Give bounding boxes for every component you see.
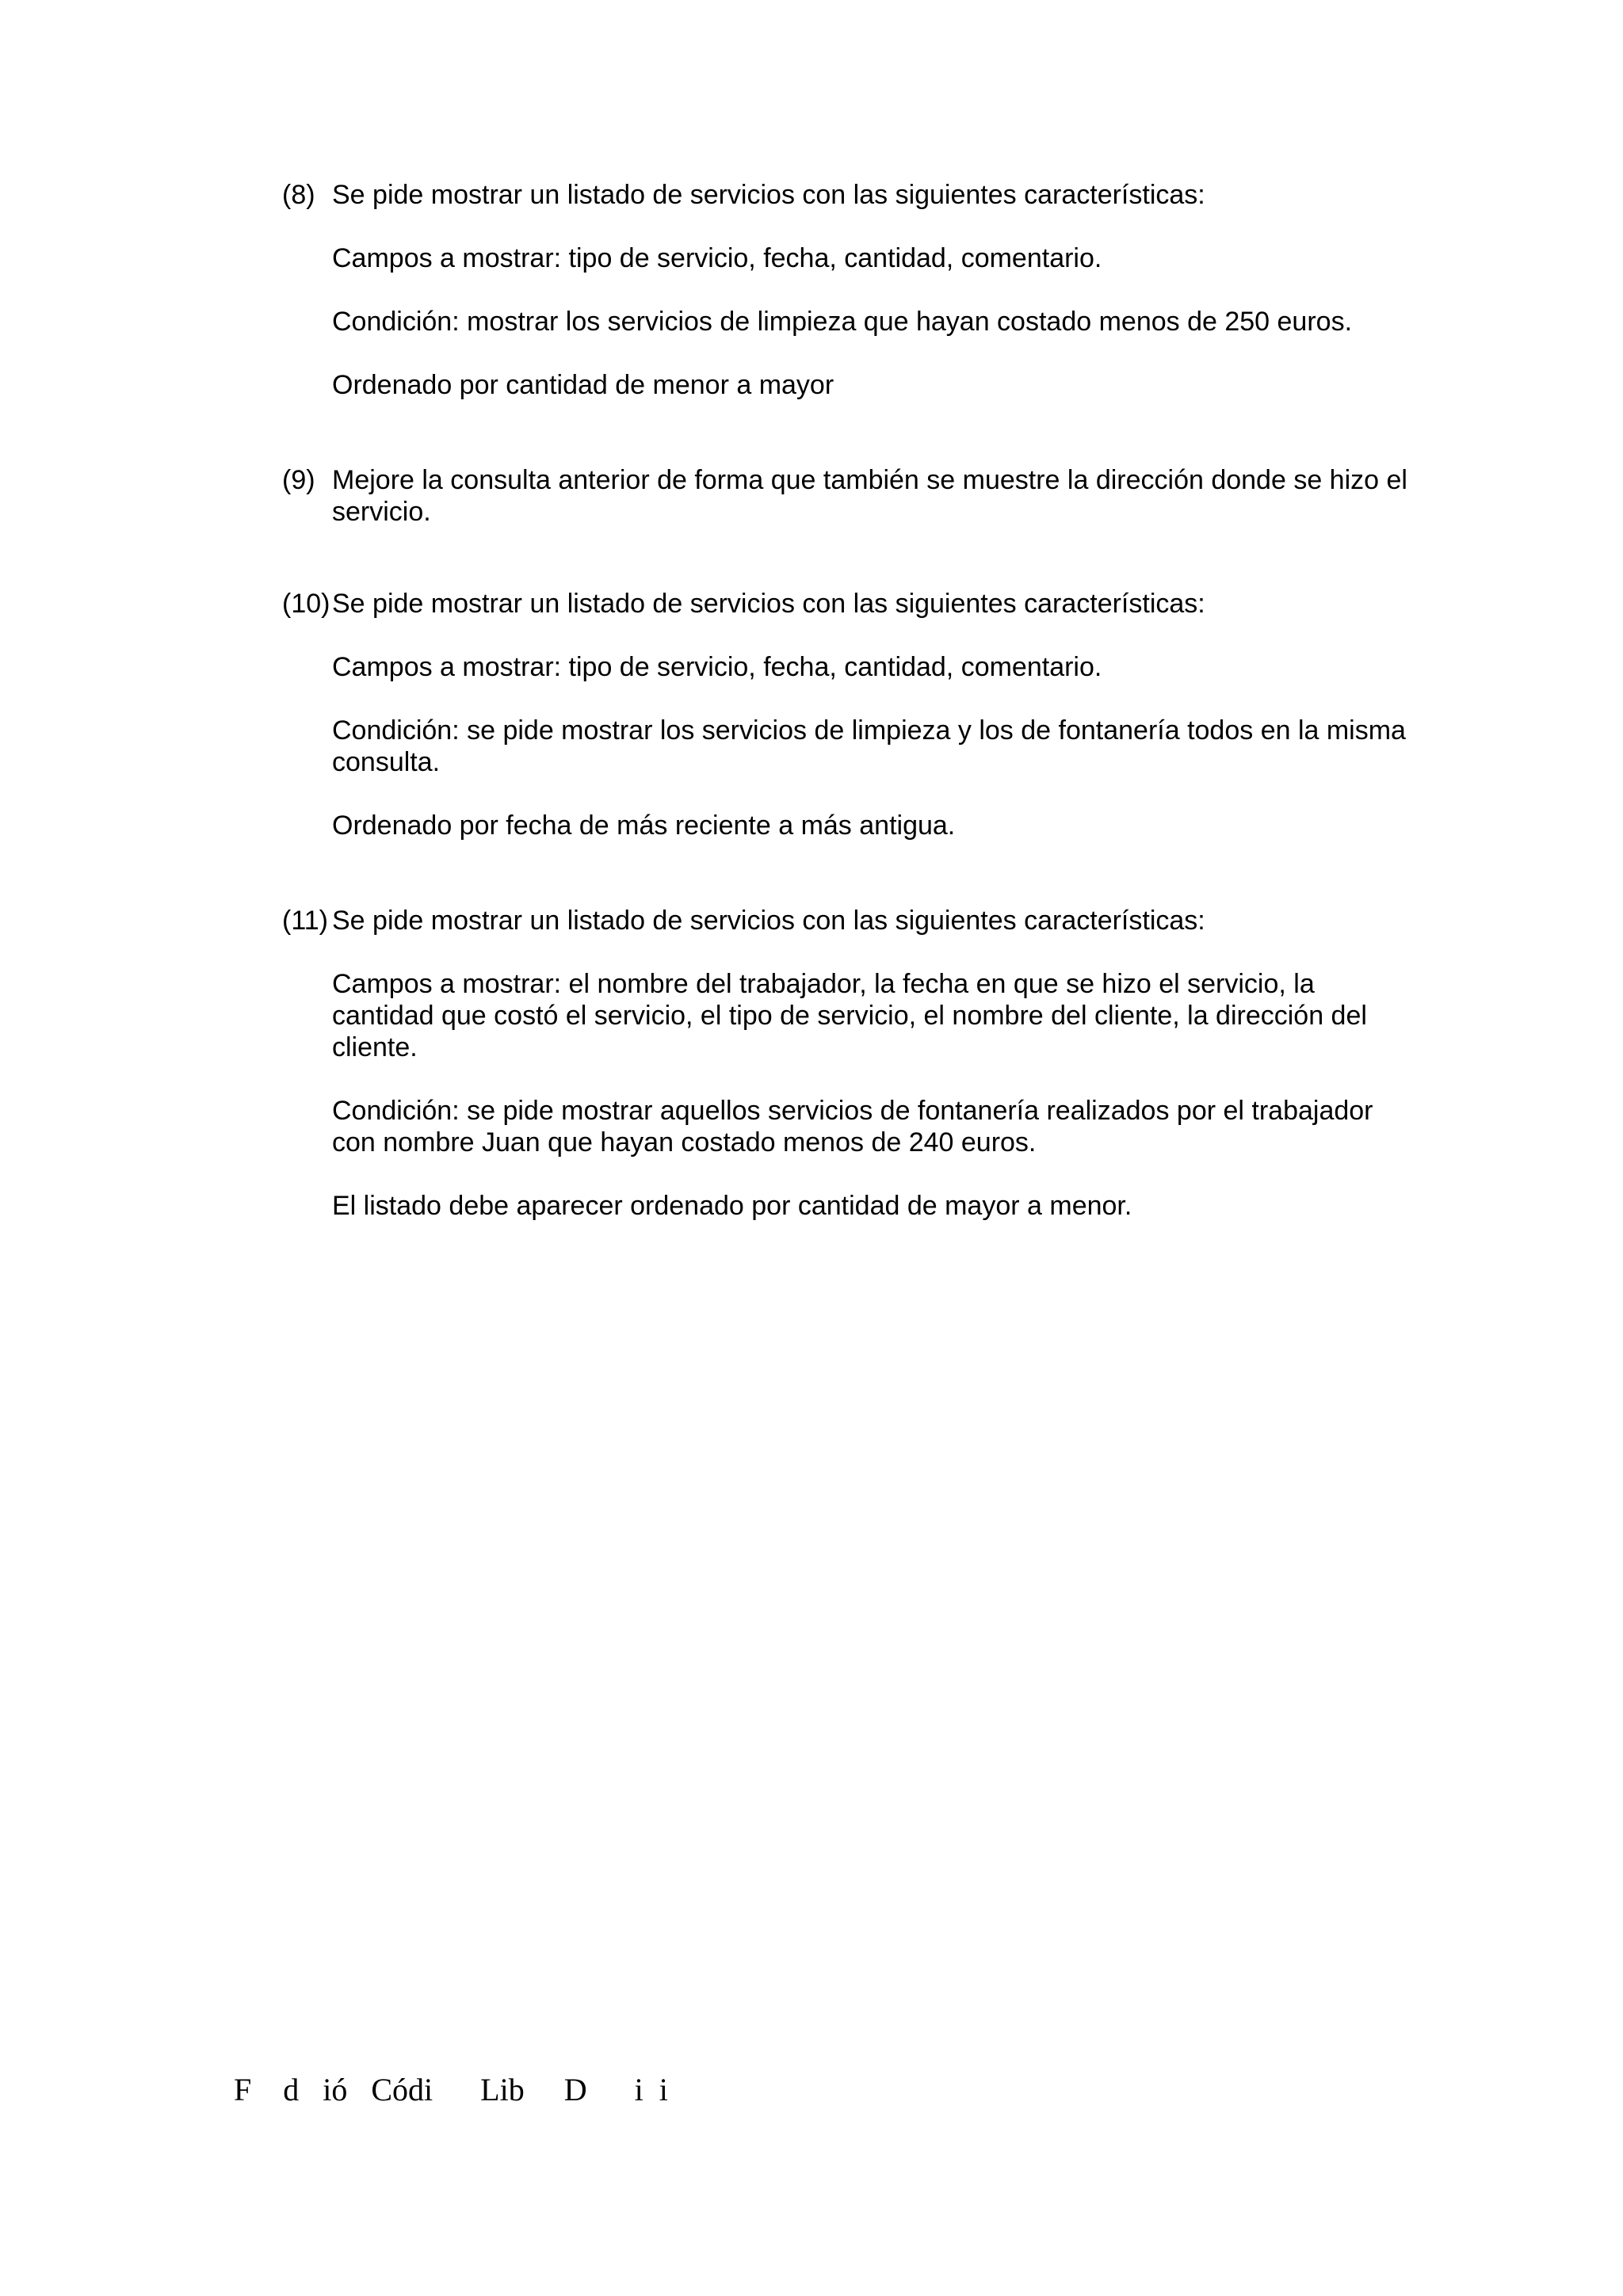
exercise-11	[282, 905, 1407, 1222]
exercise-number: (10)	[282, 589, 330, 619]
exercise-statement: Se pide mostrar un listado de servicios con las siguientes características:	[332, 906, 1205, 936]
exercise-statement: Se pide mostrar un listado de servicios con las siguientes características:	[332, 180, 1205, 210]
exercise-condition: Condición: se pide mostrar aquellos servicios de fontanería realizados por el trabajador con nombre Juan que hayan costado menos de 240 euros.	[332, 1096, 1373, 1158]
exercise-order: El listado debe aparecer ordenado por cantidad de mayor a menor.	[332, 1191, 1132, 1221]
exercise-condition: Condición: se pide mostrar los servicios de limpieza y los de fontanería todos en la misma consulta.	[332, 715, 1406, 777]
exercise-number: (11)	[282, 906, 328, 936]
page-footer: F d ió Códi Lib D i i	[234, 2072, 668, 2107]
exercise-condition: Condición: mostrar los servicios de limpieza que hayan costado menos de 250 euros.	[332, 307, 1353, 337]
exercise-fields: Campos a mostrar: tipo de servicio, fecha, cantidad, comentario.	[332, 243, 1102, 273]
exercise-10	[282, 588, 1407, 841]
exercise-order: Ordenado por cantidad de menor a mayor	[332, 370, 834, 400]
exercise-9	[282, 464, 1407, 528]
exercise-statement: Mejore la consulta anterior de forma que también se muestre la dirección donde se hizo el servicio.	[332, 465, 1407, 527]
exercise-number: (9)	[282, 465, 315, 495]
exercise-number: (8)	[282, 180, 315, 210]
exercise-8	[282, 179, 1407, 401]
exercise-order: Ordenado por fecha de más reciente a más antigua.	[332, 810, 956, 841]
exercise-fields: Campos a mostrar: tipo de servicio, fecha, cantidad, comentario.	[332, 652, 1102, 682]
exercise-statement: Se pide mostrar un listado de servicios con las siguientes características:	[332, 589, 1205, 619]
exercise-fields: Campos a mostrar: el nombre del trabajador, la fecha en que se hizo el servicio, la cantidad que costó el servicio, el tipo de servicio, el nombre del cliente, la dirección del cliente.	[332, 969, 1367, 1062]
